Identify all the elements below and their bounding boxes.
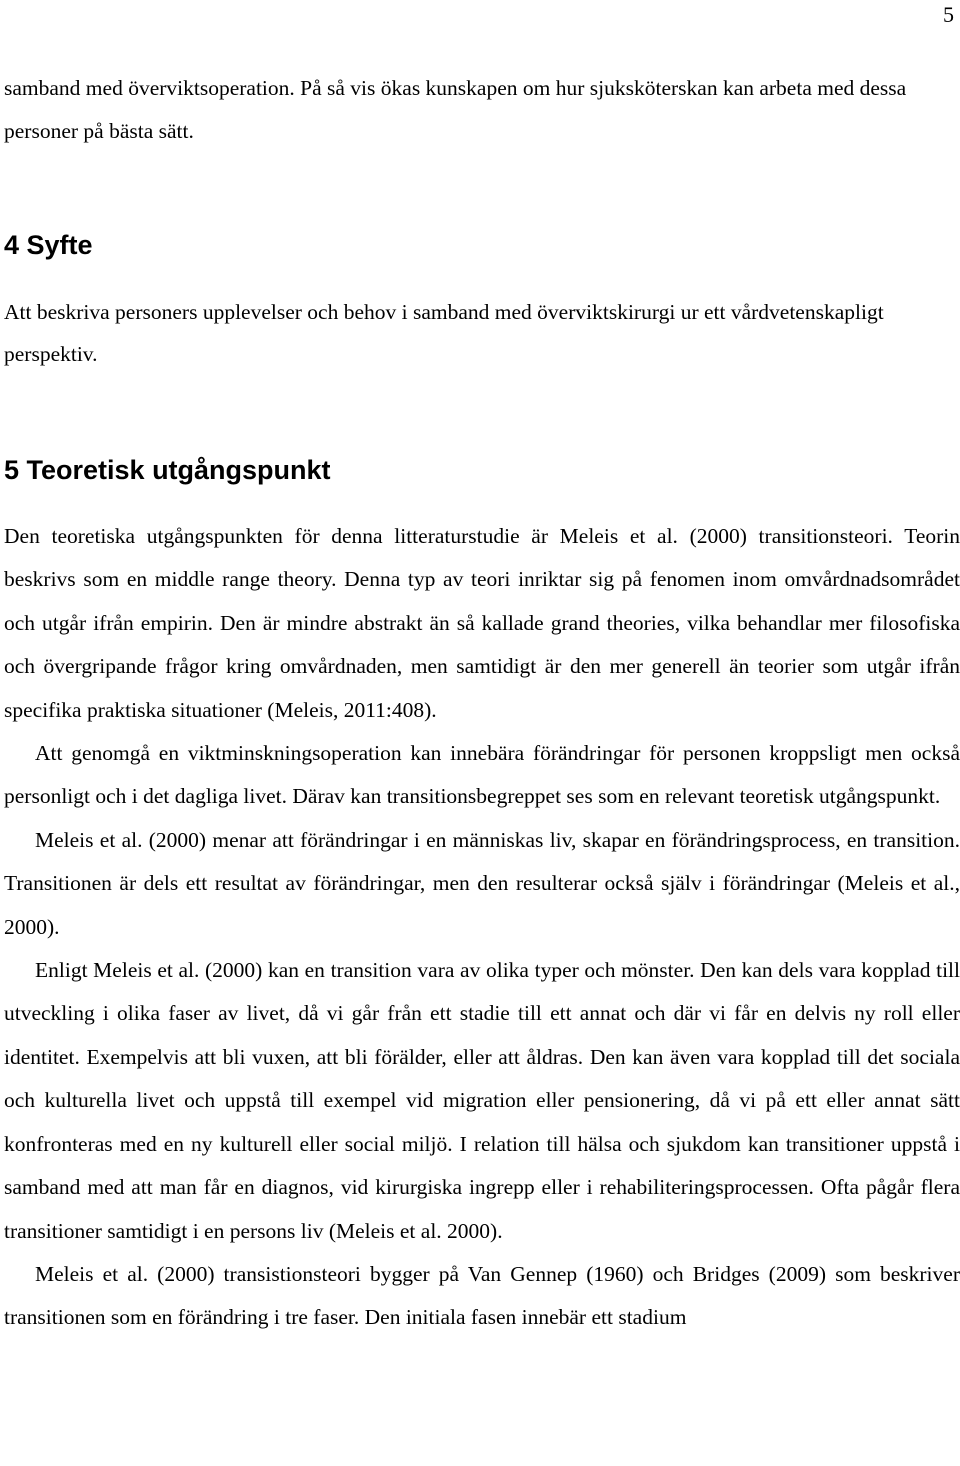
intro-paragraph: samband med överviktsoperation. På så vis ökas kunskapen om hur sjuksköterskan kan arbeta med dessa personer på bästa sätt.: [4, 76, 907, 143]
page-number: 5: [943, 2, 954, 27]
paragraph: Meleis et al. (2000) menar att förändringar i en människas liv, skapar en förändringsprocess, en transition. Transitionen är dels ett resultat av förändringar, men den resulterar också själv i förändringar (Meleis et al., 2000).: [4, 827, 960, 939]
section-body-teoretisk-utgangspunkt: [4, 515, 960, 1340]
section-heading-teoretisk-utgangspunkt: 5 Teoretisk utgångspunkt: [4, 455, 331, 485]
section-heading-syfte: 4 Syfte: [4, 230, 93, 260]
paragraph: Den teoretiska utgångspunkten för denna litteraturstudie är Meleis et al. (2000) transitionsteori. Teorin beskrivs som en middle range theory. Denna typ av teori inriktar sig på fenomen inom omvårdnadsområdet och utgår ifrån empirin. Den är mindre abstrakt än så kallade grand theories, vilka behandlar mer filosofiska och övergripande frågor kring omvårdnaden, men samtidigt är den mer generell än teorier som utgår ifrån specifika praktiska situationer (Meleis, 2011:408).: [4, 524, 960, 722]
paragraph: Att genomgå en viktminskningsoperation kan innebära förändringar för personen kroppsligt men också personligt och i det dagliga livet. Därav kan transitionsbegreppet ses som en relevant teoretisk utgångspunkt.: [4, 741, 960, 809]
syfte-paragraph: Att beskriva personers upplevelser och behov i samband med överviktskirurgi ur ett vårdvetenskapligt perspektiv.: [4, 300, 884, 366]
paragraph: Enligt Meleis et al. (2000) kan en transition vara av olika typer och mönster. Den kan dels vara kopplad till utveckling i olika faser av livet, då vi går från ett stadie till ett annat och där vi får en delvis ny roll eller identitet. Exempelvis att bli vuxen, att bli förälder, eller att åldras. Den kan även vara kopplad till det sociala och kulturella livet och uppstå till exempel vid migration eller pensionering, då vi på ett eller annat sätt konfronteras med en ny kulturell eller social miljö. I relation till hälsa och sjukdom kan transitioner uppstå i samband med att man får en diagnos, vid kirurgiska ingrepp eller i rehabiliteringsprocessen. Ofta pågår flera transitioner samtidigt i en persons liv (Meleis et al. 2000).: [4, 958, 960, 1243]
paragraph: Meleis et al. (2000) transistionsteori bygger på Van Gennep (1960) och Bridges (2009) som beskriver transitionen som en förändring i tre faser. Den initiala fasen innebär ett stadium: [4, 1261, 960, 1330]
